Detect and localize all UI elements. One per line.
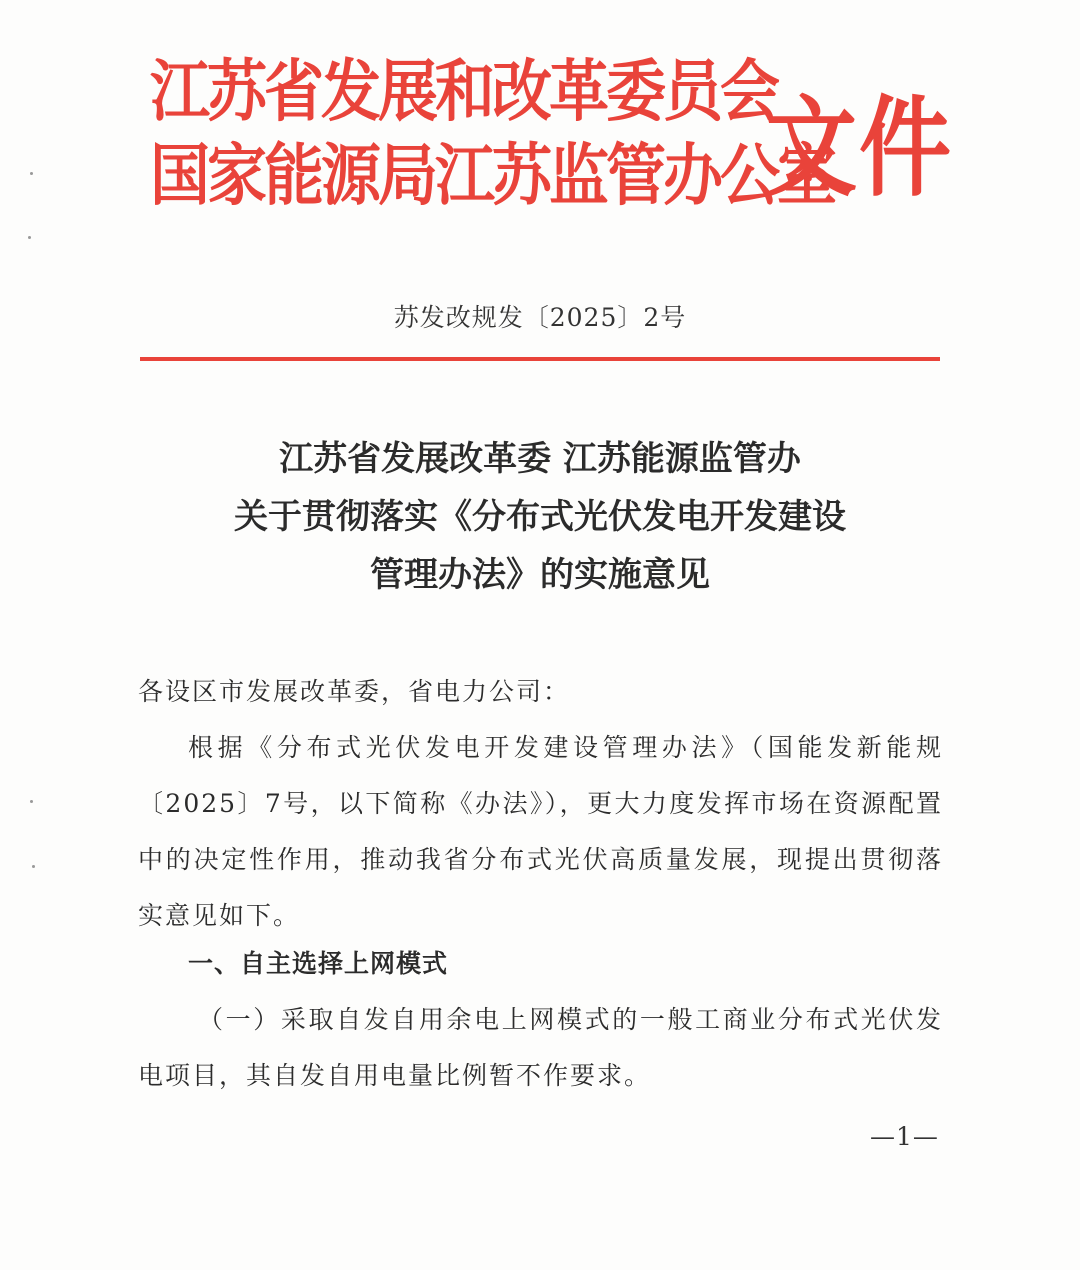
- red-divider-line: [140, 357, 940, 361]
- scan-speck: [28, 236, 31, 239]
- title-line-3: 管理办法》的实施意见: [370, 555, 710, 595]
- scan-speck: [30, 800, 33, 803]
- body-paragraph-1: 根据《分布式光伏发电开发建设管理办法》（国能发新能规〔2025〕7号，以下简称《办法》），更大力度发挥市场在资源配置中的决定性作用，推动我省分布式光伏高质量发展，现提出贯彻落实意见如下。: [138, 733, 943, 930]
- document-type-label: 文件: [765, 85, 954, 212]
- issuer-name-2: 国家能源局江苏监管办公室: [150, 137, 834, 216]
- issuer-header: [150, 48, 954, 228]
- title-line-2: 关于贯彻落实《分布式光伏发电开发建设: [234, 497, 846, 537]
- page-number: —1—: [870, 1122, 939, 1151]
- body-paragraph-2: （一）采取自发自用余电上网模式的一般工商业分布式光伏发电项目，其自发自用电量比例暂不作要求。: [138, 1005, 943, 1090]
- title-line-1: 江苏省发展改革委 江苏能源监管办: [279, 439, 801, 479]
- document-title: [0, 430, 1080, 604]
- scan-speck: [30, 172, 33, 175]
- salutation: 各设区市发展改革委，省电力公司：: [138, 677, 571, 706]
- scan-speck: [32, 865, 35, 868]
- document-number: 苏发改规发〔2025〕2号: [393, 303, 687, 332]
- section-heading-1: 一、自主选择上网模式: [188, 949, 449, 978]
- issuer-name-1: 江苏省发展和改革委员会: [150, 53, 777, 132]
